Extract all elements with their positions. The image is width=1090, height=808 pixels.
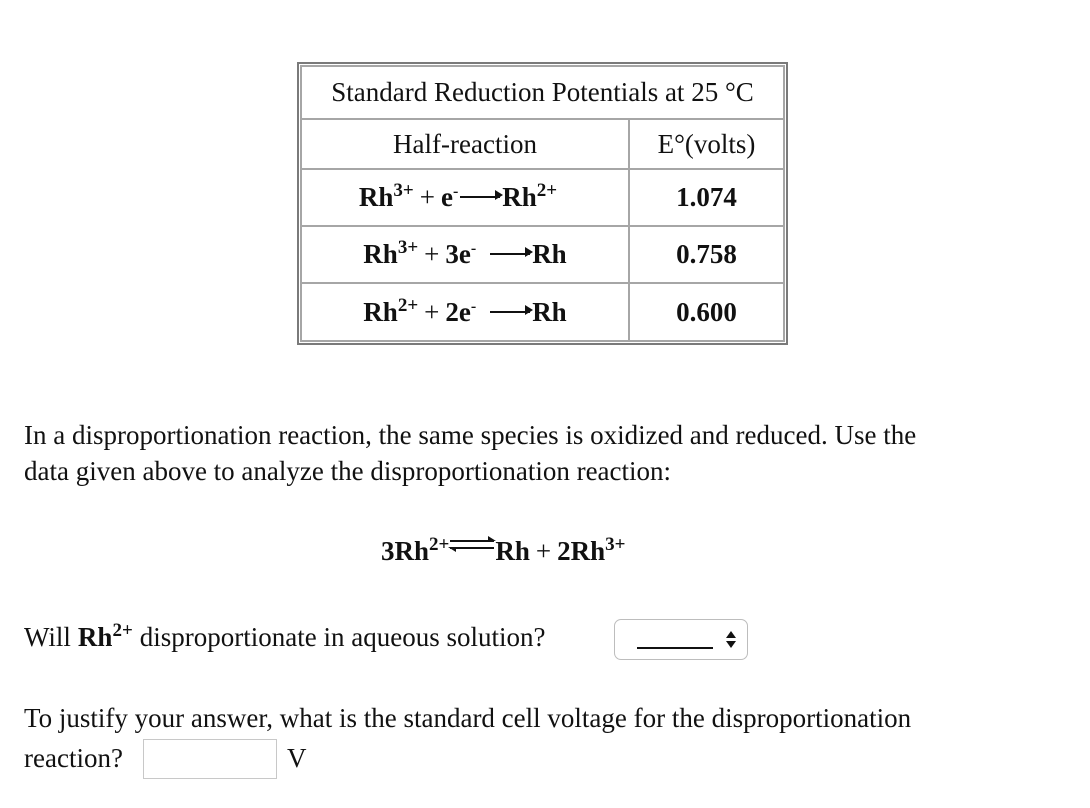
product: Rh [532, 239, 567, 269]
select-placeholder-dash [637, 647, 713, 649]
intro-paragraph [24, 417, 916, 489]
equation-product-1: Rh [495, 536, 530, 566]
reactant: Rh [358, 182, 394, 212]
header-potential-text: E°(volts) [657, 128, 756, 159]
electrons: e [440, 182, 453, 212]
product: Rh [502, 182, 537, 212]
table-row-3-value [628, 282, 785, 342]
question-1-charge: 2+ [112, 620, 133, 641]
plus-sign: + [419, 182, 435, 212]
electrons: 2e [445, 296, 471, 327]
potential-value-1: 1.074 [676, 182, 737, 212]
half-reaction-2 [363, 239, 566, 270]
potential-value-3: 0.600 [676, 296, 737, 327]
intro-line-2: data given above to analyze the disproportionation reaction: [24, 456, 672, 486]
table-row-1-reaction [300, 168, 630, 227]
disproportionate-answer-select[interactable] [614, 619, 748, 660]
reaction-arrow-icon [490, 243, 530, 255]
table-caption-text: Standard Reduction Potentials at 25 °C [331, 77, 754, 107]
reactant-charge: 3+ [393, 180, 414, 201]
cell-voltage-input[interactable] [143, 739, 277, 779]
header-potential [628, 118, 785, 170]
disproportionation-equation [381, 536, 625, 567]
equation-reactant-charge: 2+ [429, 534, 450, 555]
potential-value-2: 0.758 [676, 239, 737, 269]
question-1-suffix: disproportionate in aqueous solution? [139, 622, 546, 652]
reactant-charge: 2+ [397, 294, 419, 316]
reaction-arrow-icon [460, 186, 500, 198]
table-row-3-reaction [300, 282, 630, 342]
reduction-potentials-table [297, 62, 788, 345]
equation-plus: + [535, 536, 552, 566]
equation-reactant: 3Rh [381, 536, 430, 566]
intro-line-1: In a disproportionation reaction, the same species is oxidized and reduced. Use the [24, 420, 917, 450]
plus-sign: + [424, 296, 440, 327]
question-2-line-2: reaction? [24, 743, 123, 773]
equation-product-2-charge: 3+ [605, 534, 626, 555]
electron-charge: - [470, 240, 477, 257]
question-2-line-1: To justify your answer, what is the standard cell voltage for the disproportionation [24, 703, 912, 733]
half-reaction-1 [359, 182, 557, 213]
equation-product-2: 2Rh [557, 536, 606, 566]
question-1 [24, 622, 545, 653]
question-1-prefix: Will [24, 622, 71, 652]
header-half-reaction-text: Half-reaction [393, 128, 537, 159]
plus-sign: + [424, 239, 440, 269]
header-half-reaction [300, 118, 630, 170]
select-updown-icon [725, 631, 737, 649]
electrons: 3e [445, 239, 471, 269]
table-row-2-value [628, 225, 785, 284]
question-1-species: Rh [77, 622, 113, 652]
product: Rh [532, 296, 567, 327]
reactant: Rh [363, 296, 398, 327]
electron-charge: - [452, 183, 459, 200]
voltage-unit: V [287, 743, 307, 773]
table-row-2-reaction [300, 225, 630, 284]
product-charge: 2+ [536, 180, 558, 201]
reactant: Rh [363, 239, 398, 269]
half-reaction-3 [363, 294, 567, 328]
reaction-arrow-icon [490, 301, 530, 313]
equilibrium-arrow-icon [450, 540, 494, 552]
electron-charge: - [470, 297, 477, 315]
table-row-1-value [628, 168, 785, 227]
table-caption [300, 65, 785, 120]
reactant-charge: 3+ [397, 237, 419, 258]
